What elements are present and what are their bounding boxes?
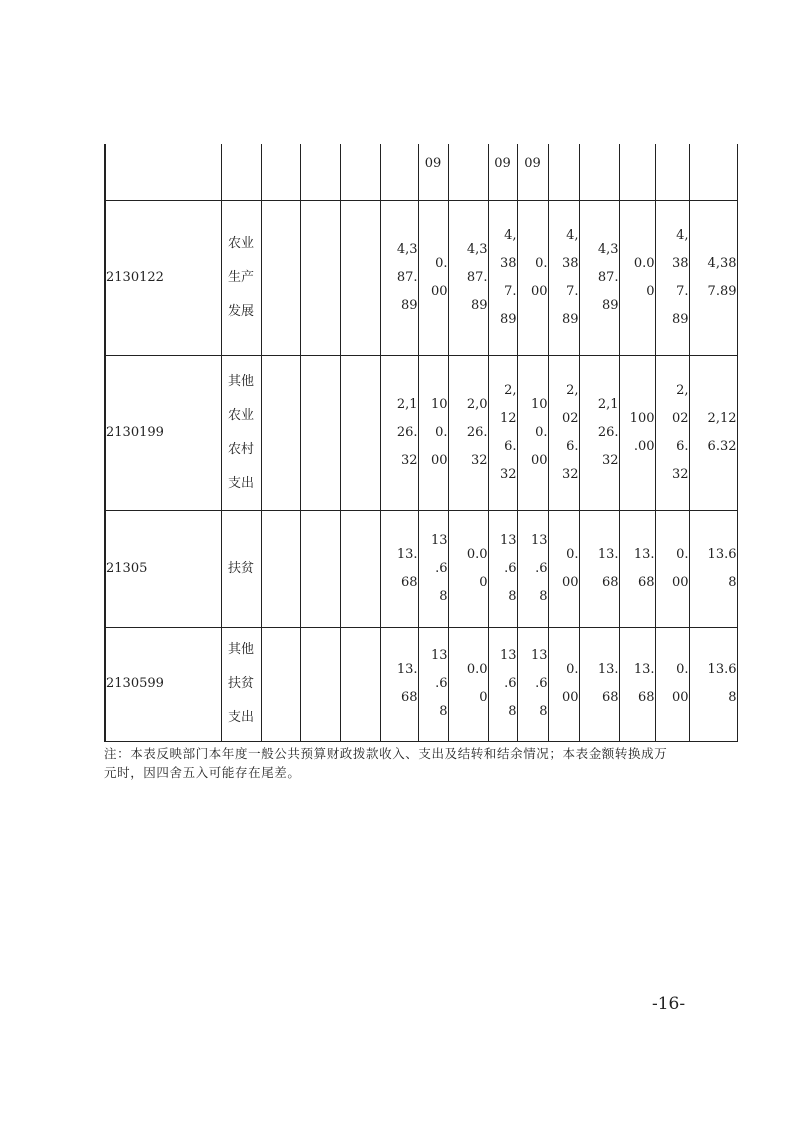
cell-text-line: 农村 [227, 441, 254, 457]
amount-cell [340, 355, 380, 510]
amount-cell [261, 200, 300, 355]
amount-cell [689, 510, 737, 627]
cell-text-line: 4,3 [396, 241, 418, 257]
cell-text-line: 13. [597, 662, 619, 677]
subject-code-cell [105, 627, 221, 741]
amount-cell [340, 627, 380, 741]
cell-text-line: 26. [396, 424, 418, 440]
cell-text-line: 68 [400, 574, 418, 590]
cell-text-line: 02 [671, 410, 689, 426]
cell-text-line: 7.89 [707, 283, 737, 299]
cell-text-line: 0. [566, 662, 579, 677]
cell-text-line: 87. [597, 269, 619, 285]
cell-text-line: 68 [400, 690, 418, 705]
cell-text-line: 02 [561, 410, 579, 426]
amount-cell [488, 627, 517, 741]
amount-cell [340, 200, 380, 355]
cell-text-line: 农业 [227, 407, 254, 423]
cell-text-line: 00 [561, 690, 579, 705]
amount-cell [619, 627, 655, 741]
amount-cell [689, 200, 737, 355]
cell-text-line: 支出 [227, 710, 254, 725]
amount-cell [655, 510, 689, 627]
cell-text-line: 89 [561, 311, 579, 327]
table-footnote [104, 744, 667, 782]
cell-text-line: 10 [430, 396, 448, 412]
cell-text-line: 0.0 [466, 546, 488, 562]
amount-cell [548, 627, 579, 741]
cell-text-line: 0.0 [633, 255, 655, 271]
cell-text-line: .6 [504, 676, 517, 691]
cell-text-line: 4,3 [466, 241, 488, 257]
amount-cell [448, 510, 488, 627]
cell-text-line: 38 [561, 255, 579, 271]
cell-text-line: 13.6 [707, 546, 737, 562]
cell-text-line: 32 [671, 466, 689, 482]
cell-text-line: 32 [601, 452, 619, 468]
amount-cell [380, 510, 418, 627]
cell-text-line: 0. [676, 662, 689, 677]
amount-cell [689, 355, 737, 510]
cell-text-line: 0 [646, 283, 655, 299]
table-row [105, 144, 737, 200]
cell-text-line: 2,1 [597, 396, 619, 412]
cell-text-line: 26. [597, 424, 619, 440]
amount-cell [300, 510, 340, 627]
cell-text-line: .6 [535, 560, 548, 576]
cell-text-line: 7. [676, 283, 689, 299]
cell-text-line: .00 [633, 438, 655, 454]
amount-cell [300, 355, 340, 510]
cell-text-line: 89 [499, 311, 517, 327]
amount-cell [517, 144, 548, 200]
cell-text-line: .6 [504, 560, 517, 576]
subject-name-cell [221, 144, 261, 200]
cell-text-line: 扶贫 [227, 560, 254, 576]
amount-cell [448, 627, 488, 741]
cell-text-line: 0. [535, 424, 548, 440]
amount-cell [261, 510, 300, 627]
cell-text-line: 09 [524, 156, 541, 171]
cell-text-line: 00 [430, 283, 448, 299]
amount-cell [418, 355, 448, 510]
cell-text-line: 13. [396, 662, 418, 677]
cell-text-line: 13.6 [707, 662, 737, 677]
amount-cell [655, 627, 689, 741]
subject-name-cell [221, 510, 261, 627]
amount-cell [488, 144, 517, 200]
cell-text-line: 13. [396, 546, 418, 562]
cell-text-line: 0. [535, 255, 548, 271]
amount-cell [517, 200, 548, 355]
amount-cell [380, 200, 418, 355]
amount-cell [655, 144, 689, 200]
cell-text-line: 13 [499, 648, 517, 663]
cell-text-line: 8 [508, 704, 517, 719]
cell-text-line: 0. [676, 546, 689, 562]
amount-cell [448, 355, 488, 510]
amount-cell [619, 355, 655, 510]
cell-text-line: 13 [530, 648, 548, 663]
cell-text-line: 2130599 [106, 676, 164, 691]
subject-name-cell [221, 200, 261, 355]
budget-table [104, 144, 738, 742]
amount-cell [261, 144, 300, 200]
cell-text-line: 2, [504, 382, 517, 398]
cell-text-line: 2, [676, 382, 689, 398]
cell-text-line: 扶贫 [227, 676, 254, 691]
cell-text-line: 4,3 [597, 241, 619, 257]
cell-text-line: 68 [637, 690, 655, 705]
amount-cell [448, 200, 488, 355]
cell-text-line: 6.32 [707, 438, 737, 454]
cell-text-line: 生产 [227, 269, 254, 285]
cell-text-line: 32 [470, 452, 488, 468]
cell-text-line: 2130122 [106, 269, 164, 285]
cell-text-line: 8 [508, 588, 517, 604]
subject-code-cell [105, 510, 221, 627]
cell-text-line: 09 [494, 156, 511, 171]
cell-text-line: 4, [504, 227, 517, 243]
cell-text-line: 8 [539, 588, 548, 604]
amount-cell [579, 144, 619, 200]
cell-text-line: .6 [435, 676, 448, 691]
cell-text-line: .6 [435, 560, 448, 576]
cell-text-line: .6 [535, 676, 548, 691]
cell-text-line: 00 [530, 452, 548, 468]
cell-text-line: 32 [400, 452, 418, 468]
amount-cell [689, 144, 737, 200]
cell-text-line: 发展 [227, 303, 254, 319]
cell-text-line: 4, [676, 227, 689, 243]
cell-text-line: 8 [539, 704, 548, 719]
amount-cell [619, 144, 655, 200]
amount-cell [517, 510, 548, 627]
amount-cell [340, 510, 380, 627]
amount-cell [655, 200, 689, 355]
footnote-line-1: 注：本表反映部门本年度一般公共预算财政拨款收入、支出及结转和结余情况；本表金额转换成万 [104, 746, 668, 761]
cell-text-line: 0 [479, 690, 488, 705]
cell-text-line: 13. [633, 662, 655, 677]
cell-text-line: 13 [430, 648, 448, 663]
cell-text-line: 2,12 [707, 410, 737, 426]
cell-text-line: 4,38 [707, 255, 737, 271]
footnote-line-2: 元时，因四舍五入可能存在尾差。 [104, 765, 301, 780]
cell-text-line: 2, [566, 382, 579, 398]
cell-text-line: 0. [566, 546, 579, 562]
cell-text-line: 89 [470, 297, 488, 313]
amount-cell [300, 627, 340, 741]
cell-text-line: 100 [629, 410, 655, 426]
table-row [105, 510, 737, 627]
amount-cell [418, 144, 448, 200]
cell-text-line: 32 [499, 466, 517, 482]
subject-code-cell [105, 200, 221, 355]
amount-cell [261, 627, 300, 741]
cell-text-line: 7. [504, 283, 517, 299]
cell-text-line: 68 [601, 574, 619, 590]
cell-text-line: 8 [439, 588, 448, 604]
subject-name-cell [221, 355, 261, 510]
subject-code-cell [105, 355, 221, 510]
cell-text-line: 26. [466, 424, 488, 440]
cell-text-line: 6. [504, 438, 517, 454]
cell-text-line: 13 [430, 532, 448, 548]
cell-text-line: 4, [566, 227, 579, 243]
amount-cell [300, 200, 340, 355]
cell-text-line: 0.0 [466, 662, 488, 677]
cell-text-line: 其他 [227, 373, 254, 389]
amount-cell [300, 144, 340, 200]
amount-cell [548, 144, 579, 200]
amount-cell [380, 144, 418, 200]
cell-text-line: 00 [671, 574, 689, 590]
amount-cell [548, 355, 579, 510]
amount-cell [689, 627, 737, 741]
cell-text-line: 89 [601, 297, 619, 313]
cell-text-line: 89 [400, 297, 418, 313]
cell-text-line: 10 [530, 396, 548, 412]
cell-text-line: 13 [530, 532, 548, 548]
amount-cell [261, 355, 300, 510]
cell-text-line: 00 [561, 574, 579, 590]
cell-text-line: 支出 [227, 475, 254, 491]
cell-text-line: 其他 [227, 642, 254, 657]
amount-cell [517, 627, 548, 741]
cell-text-line: 0. [435, 424, 448, 440]
cell-text-line: 8 [439, 704, 448, 719]
cell-text-line: 2,1 [396, 396, 418, 412]
table-row [105, 355, 737, 510]
cell-text-line: 00 [430, 452, 448, 468]
cell-text-line: 00 [671, 690, 689, 705]
subject-code-cell [105, 144, 221, 200]
amount-cell [418, 200, 448, 355]
cell-text-line: 2130199 [106, 424, 164, 440]
cell-text-line: 13. [633, 546, 655, 562]
amount-cell [579, 627, 619, 741]
cell-text-line: 7. [566, 283, 579, 299]
amount-cell [488, 510, 517, 627]
cell-text-line: 38 [499, 255, 517, 271]
amount-cell [418, 627, 448, 741]
amount-cell [340, 144, 380, 200]
cell-text-line: 8 [728, 690, 737, 705]
amount-cell [579, 510, 619, 627]
amount-cell [655, 355, 689, 510]
cell-text-line: 0. [435, 255, 448, 271]
amount-cell [380, 355, 418, 510]
cell-text-line: 00 [530, 283, 548, 299]
page-number: -16- [652, 994, 686, 1014]
cell-text-line: 87. [396, 269, 418, 285]
amount-cell [488, 355, 517, 510]
table-row [105, 627, 737, 741]
cell-text-line: 13. [597, 546, 619, 562]
table-row [105, 200, 737, 355]
cell-text-line: 12 [499, 410, 517, 426]
amount-cell [619, 510, 655, 627]
amount-cell [488, 200, 517, 355]
amount-cell [380, 627, 418, 741]
cell-text-line: 68 [601, 690, 619, 705]
cell-text-line: 6. [676, 438, 689, 454]
cell-text-line: 6. [566, 438, 579, 454]
amount-cell [448, 144, 488, 200]
cell-text-line: 农业 [227, 235, 254, 251]
subject-name-cell [221, 627, 261, 741]
cell-text-line: 2,0 [466, 396, 488, 412]
cell-text-line: 87. [466, 269, 488, 285]
amount-cell [548, 200, 579, 355]
cell-text-line: 09 [424, 156, 442, 171]
cell-text-line: 21305 [106, 560, 148, 576]
amount-cell [579, 200, 619, 355]
cell-text-line: 38 [671, 255, 689, 271]
amount-cell [548, 510, 579, 627]
amount-cell [517, 355, 548, 510]
cell-text-line: 0 [479, 574, 488, 590]
cell-text-line: 32 [561, 466, 579, 482]
amount-cell [619, 200, 655, 355]
amount-cell [418, 510, 448, 627]
cell-text-line: 8 [728, 574, 737, 590]
cell-text-line: 89 [671, 311, 689, 327]
cell-text-line: 13 [499, 532, 517, 548]
amount-cell [579, 355, 619, 510]
cell-text-line: 68 [637, 574, 655, 590]
